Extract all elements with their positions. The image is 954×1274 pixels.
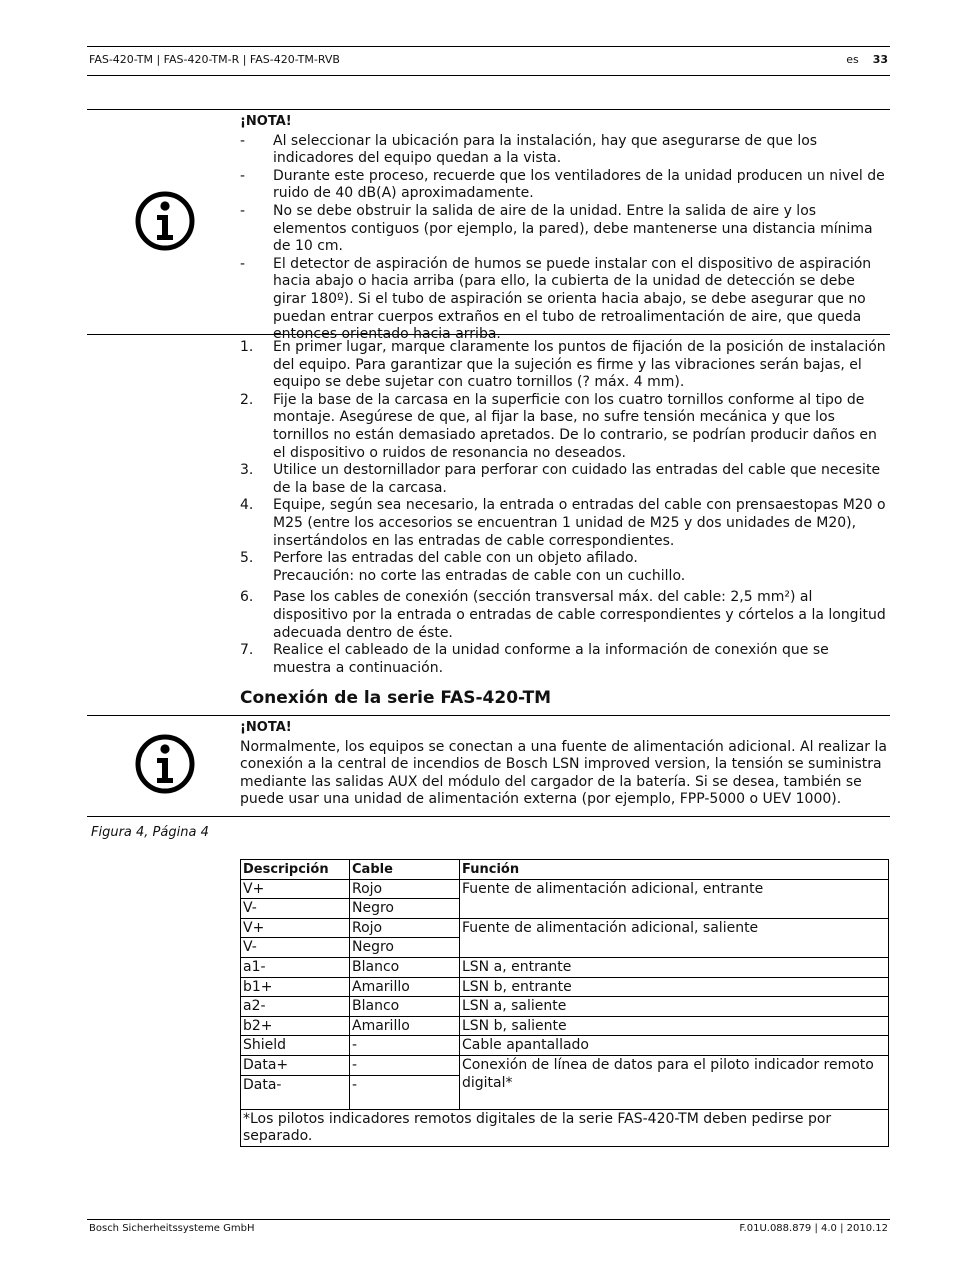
table-row (241, 879, 889, 899)
figure-reference: Figura 4, Página 4 (91, 825, 209, 840)
header-doc-title: FAS-420-TM | FAS-420-TM-R | FAS-420-TM-RVB (89, 53, 340, 66)
column-header: Descripción (241, 860, 350, 880)
table-row (241, 918, 889, 938)
table-cell: Fuente de alimentación adicional, saliente (460, 918, 889, 957)
step-number: 6. (240, 589, 254, 606)
note-item: - El detector de aspiración de humos se puede instalar con el dispositivo de aspiración hacia abajo o hacia arriba (para ello, la cubierta de la unidad de detección se debe girar 180º). Si el tubo de aspiración se orienta hacia abajo, se debe asegurar que no puedan entrar cuerpos extraños en el tubo de retroalimentación de aire, que queda entonces orientado hacia arriba. (240, 255, 872, 343)
info-icon (133, 732, 197, 796)
table-cell: b2+ (241, 1016, 350, 1036)
table-row (241, 1016, 889, 1036)
page-header (87, 46, 890, 76)
table-cell: a2- (241, 997, 350, 1017)
table-cell: Rojo (350, 918, 460, 938)
step-item (240, 462, 888, 497)
table-cell: Rojo (350, 879, 460, 899)
table-row (241, 997, 889, 1017)
note-body (240, 113, 888, 344)
step-item (240, 589, 888, 642)
step-number: 3. (240, 462, 254, 479)
table-cell: Blanco (350, 957, 460, 977)
table-cell: Negro (350, 938, 460, 958)
step-text: Pase los cables de conexión (sección transversal máx. del cable: 2,5 mm²) al dispositivo por la entrada o entradas de cable correspondientes y córtelos a la longitud adecuada dentro de éste. (273, 589, 886, 641)
table-cell: Blanco (350, 997, 460, 1017)
table-cell: Conexión de línea de datos para el piloto indicador remoto digital* (460, 1055, 889, 1109)
column-header: Cable (350, 860, 460, 880)
step-item (240, 642, 888, 677)
note-title: ¡NOTA! (240, 114, 292, 129)
table-cell: Data+ (241, 1055, 350, 1075)
note-box-connection (87, 715, 890, 817)
step-text: En primer lugar, marque claramente los puntos de fijación de la posición de instalación del equipo. Para garantizar que la sujeción es firme y las vibraciones serán bajas, el equipo se debe sujetar con cuatro tornillos (? máx. 4 mm). (273, 339, 886, 391)
table-cell: V- (241, 899, 350, 919)
table-footnote: *Los pilotos indicadores remotos digitales de la serie FAS-420-TM deben pedirse por separado. (241, 1109, 889, 1146)
column-header: Función (460, 860, 889, 880)
note-body (240, 719, 888, 809)
table-cell: a1- (241, 957, 350, 977)
step-number: 7. (240, 642, 254, 659)
page-number: 33 (872, 53, 888, 66)
note-text: Normalmente, los equipos se conectan a una fuente de alimentación adicional. Al realizar la conexión a la central de incendios de Bosch LSN improved version, la tensión se suministra mediante las salidas AUX del módulo del cargador de la batería. Si se desea, también se puede usar una unidad de alimentación externa (por ejemplo, FPP-5000 o UEV 1000). (240, 738, 887, 808)
step-text: Utilice un destornillador para perforar con cuidado las entradas del cable que necesite de la base de la carcasa. (273, 462, 881, 496)
table-cell: Amarillo (350, 977, 460, 997)
table-cell: LSN b, saliente (460, 1016, 889, 1036)
table-cell: - (350, 1055, 460, 1075)
page-footer (87, 1219, 890, 1240)
step-text: Perfore las entradas del cable con un objeto afilado. (273, 550, 638, 567)
note-title: ¡NOTA! (240, 720, 292, 735)
note-item: - Durante este proceso, recuerde que los ventiladores de la unidad producen un nivel de ruido de 40 dB(A) aproximadamente. (240, 167, 885, 202)
note-item-text: Durante este proceso, recuerde que los ventiladores de la unidad producen un nivel de ruido de 40 dB(A) aproximadamente. (273, 167, 885, 202)
step-number: 5. (240, 550, 254, 567)
footer-company: Bosch Sicherheitssysteme GmbH (89, 1223, 255, 1234)
step-item (240, 497, 888, 550)
note-item-text: Al seleccionar la ubicación para la instalación, hay que asegurarse de que los indicadores del equipo quedan a la vista. (273, 132, 818, 167)
section-heading: Conexión de la serie FAS-420-TM (240, 688, 552, 708)
step-item (240, 339, 888, 392)
table-cell: V- (241, 938, 350, 958)
table-cell: - (350, 1075, 460, 1109)
table-row (241, 1036, 889, 1056)
step-item (240, 392, 888, 462)
table-cell: Amarillo (350, 1016, 460, 1036)
table-cell: Negro (350, 899, 460, 919)
note-item-text: El detector de aspiración de humos se puede instalar con el dispositivo de aspiración hacia abajo o hacia arriba (para ello, la cubierta de la unidad de detección se debe girar 180º). Si el tubo de aspiración se orienta hacia abajo, se debe asegurar que no puedan entrar cuerpos extraños en el tubo de retroalimentación de aire, que queda entonces orientado hacia arriba. (273, 255, 872, 343)
header-language: es (846, 53, 859, 66)
table-footnote-row (241, 1109, 889, 1146)
table-cell: Cable apantallado (460, 1036, 889, 1056)
table-cell: Fuente de alimentación adicional, entrante (460, 879, 889, 918)
table-cell: LSN a, saliente (460, 997, 889, 1017)
step-item (240, 550, 888, 585)
table-row (241, 957, 889, 977)
table-header-row (241, 860, 889, 880)
step-number: 4. (240, 497, 254, 514)
table-cell: Data- (241, 1075, 350, 1109)
note-box-installation (87, 109, 890, 343)
installation-steps (240, 339, 888, 677)
step-text: Realice el cableado de la unidad conforme a la información de conexión que se muestra a continuación. (273, 642, 829, 676)
footer-doc-id: F.01U.088.879 | 4.0 | 2010.12 (739, 1223, 888, 1234)
table-row (241, 1055, 889, 1075)
step-text: Equipe, según sea necesario, la entrada o entradas del cable con prensaestopas M20 o M25 (entre los accesorios se encuentran 1 unidad de M25 y dos unidades de M20), insertándolos en las entradas de cable correspondientes. (273, 497, 886, 549)
table-cell: V+ (241, 879, 350, 899)
table-cell: LSN b, entrante (460, 977, 889, 997)
note-item: - No se debe obstruir la salida de aire de la unidad. Entre la salida de aire y los elementos contiguos (por ejemplo, la pared), debe mantenerse una distancia mínima de 10 cm. (240, 202, 873, 255)
header-right (846, 53, 888, 66)
table-cell: Shield (241, 1036, 350, 1056)
note-item: - Al seleccionar la ubicación para la instalación, hay que asegurarse de que los indicadores del equipo quedan a la vista. (240, 132, 818, 167)
step-text: Fije la base de la carcasa en la superficie con los cuatro tornillos conforme al tipo de montaje. Asegúrese de que, al fijar la base, no sufre tensión mecánica y que los tornillos no están demasiado apretados. De lo contrario, se podrían producir daños en el dispositivo o ruidos de resonancia no deseados. (273, 391, 877, 461)
table-cell: b1+ (241, 977, 350, 997)
connection-table (240, 859, 889, 1147)
table-cell: V+ (241, 918, 350, 938)
step-number: 1. (240, 339, 254, 355)
step-caution: Precaución: no corte las entradas de cable con un cuchillo. (273, 567, 686, 584)
table-row (241, 977, 889, 997)
table-cell: LSN a, entrante (460, 957, 889, 977)
info-icon (133, 189, 197, 253)
table-cell: - (350, 1036, 460, 1056)
note-list (240, 133, 888, 344)
note-item-text: No se debe obstruir la salida de aire de la unidad. Entre la salida de aire y los elementos contiguos (por ejemplo, la pared), debe mantenerse una distancia mínima de 10 cm. (273, 202, 873, 255)
step-number: 2. (240, 391, 254, 408)
